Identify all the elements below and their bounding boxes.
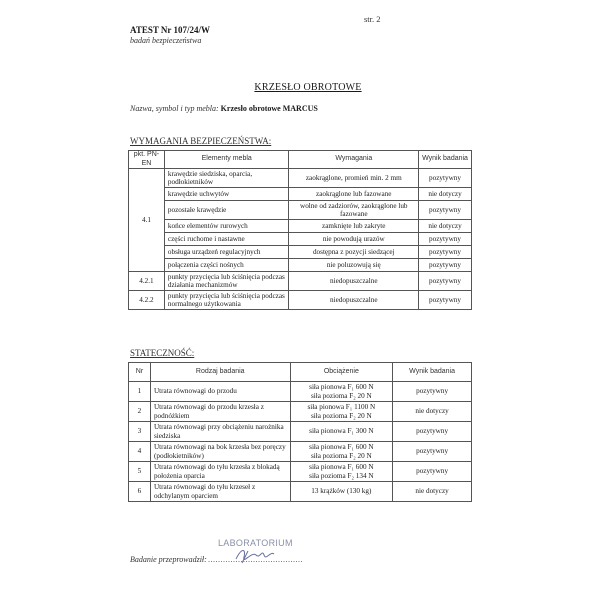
- load-cell: siła pionowa F₁ 600 N siła pozioma F₂ 20 N: [290, 382, 393, 402]
- nr-cell: 6: [129, 482, 151, 502]
- column-header: Wynik badania: [393, 363, 472, 382]
- table-row: [129, 201, 472, 220]
- table-row: [129, 291, 472, 310]
- table-row: [129, 462, 472, 482]
- load-cell: siła pionowa F₁ 1100 N siła pozioma F₂ 20 N: [290, 402, 393, 422]
- load-cell: siła pionowa F₁ 600 N siła pozioma F₂ 20 N: [290, 442, 393, 462]
- nr-cell: 5: [129, 462, 151, 482]
- signature-line: ......................................: [208, 555, 303, 564]
- test-cell: Utrata równowagi do tyłu krzesła z blokadą położenia oparcia: [150, 462, 290, 482]
- table-row: [129, 259, 472, 272]
- clause-cell: 4.2.2: [129, 291, 165, 310]
- nr-cell: 1: [129, 382, 151, 402]
- element-cell: połączenia części nośnych: [164, 259, 289, 272]
- signature-icon: [232, 545, 282, 567]
- table-row: [129, 422, 472, 442]
- requirement-cell: niedopuszczalne: [289, 291, 419, 310]
- certificate-subtitle: badań bezpieczeństwa: [130, 36, 202, 45]
- nr-cell: 3: [129, 422, 151, 442]
- result-cell: pozytywny: [393, 442, 472, 462]
- element-cell: krawędzie siedziska, oparcia, podłokietników: [164, 169, 289, 188]
- requirement-cell: zaokrąglone lub fazowane: [289, 188, 419, 201]
- page-number: str. 2: [364, 14, 381, 24]
- requirement-cell: zaokrąglone, promień min. 2 mm: [289, 169, 419, 188]
- element-cell: końce elementów rurowych: [164, 220, 289, 233]
- requirement-cell: niedopuszczalne: [289, 272, 419, 291]
- column-header: Rodzaj badania: [150, 363, 290, 382]
- laboratory-stamp: LABORATORIUM: [218, 538, 293, 548]
- result-cell: pozytywny: [419, 246, 472, 259]
- column-header: Elementy mebla: [164, 151, 289, 169]
- column-header: Nr: [129, 363, 151, 382]
- test-cell: Utrata równowagi do przodu krzesła z podnóżkiem: [150, 402, 290, 422]
- table-row: [129, 220, 472, 233]
- element-cell: części ruchome i nastawne: [164, 233, 289, 246]
- table-header-row: [129, 363, 472, 382]
- result-cell: pozytywny: [393, 462, 472, 482]
- table-row: [129, 482, 472, 502]
- requirement-cell: nie powodują urazów: [289, 233, 419, 246]
- column-header: Obciążenie: [290, 363, 393, 382]
- column-header: pkt. PN-EN: [129, 151, 165, 169]
- result-cell: pozytywny: [419, 272, 472, 291]
- result-cell: pozytywny: [419, 169, 472, 188]
- nr-cell: 2: [129, 402, 151, 422]
- clause-cell: 4.1: [129, 169, 165, 272]
- stability-heading: STATECZNOŚĆ:: [130, 348, 195, 358]
- result-cell: nie dotyczy: [393, 402, 472, 422]
- load-cell: 13 krążków (130 kg): [290, 482, 393, 502]
- column-header: Wymagania: [289, 151, 419, 169]
- result-cell: pozytywny: [419, 233, 472, 246]
- element-cell: pozostałe krawędzie: [164, 201, 289, 220]
- table-row: [129, 442, 472, 462]
- test-cell: Utrata równowagi do tyłu krzeseł z odchylanym oparciem: [150, 482, 290, 502]
- table-header-row: [129, 151, 472, 169]
- test-cell: Utrata równowagi na bok krzesła bez poręczy (podłokietników): [150, 442, 290, 462]
- load-cell: siła pionowa F₁ 300 N: [290, 422, 393, 442]
- test-cell: Utrata równowagi do przodu: [150, 382, 290, 402]
- requirement-cell: nie poluzowują się: [289, 259, 419, 272]
- test-cell: Utrata równowagi przy obciążeniu narożnika siedziska: [150, 422, 290, 442]
- table-row: [129, 233, 472, 246]
- safety-heading: WYMAGANIA BEZPIECZEŃSTWA:: [130, 136, 272, 146]
- requirement-cell: dostępna z pozycji siedzącej: [289, 246, 419, 259]
- table-row: [129, 272, 472, 291]
- load-cell: siła pionowa F₁ 600 N siła pozioma F₂ 134 N: [290, 462, 393, 482]
- table-row: [129, 402, 472, 422]
- column-header: Wynik badania: [419, 151, 472, 169]
- requirement-cell: zamknięte lub zakryte: [289, 220, 419, 233]
- conducted-by-label: Badanie przeprowadził:: [130, 555, 207, 564]
- table-row: [129, 188, 472, 201]
- element-cell: punkty przycięcia lub ściśnięcia podczas działania mechanizmów: [164, 272, 289, 291]
- element-cell: krawędzie uchwytów: [164, 188, 289, 201]
- result-cell: pozytywny: [419, 291, 472, 310]
- clause-cell: 4.2.1: [129, 272, 165, 291]
- result-cell: nie dotyczy: [419, 188, 472, 201]
- document-title: KRZESŁO OBROTOWE: [254, 82, 362, 93]
- certificate-number: ATEST Nr 107/24/W: [130, 25, 211, 35]
- result-cell: pozytywny: [393, 382, 472, 402]
- result-cell: pozytywny: [419, 259, 472, 272]
- result-cell: nie dotyczy: [393, 482, 472, 502]
- furniture-name: [130, 104, 318, 113]
- result-cell: pozytywny: [419, 201, 472, 220]
- element-cell: punkty przycięcia lub ściśnięcia podczas normalnego użytkowania: [164, 291, 289, 310]
- table-row: [129, 382, 472, 402]
- element-cell: obsługa urządzeń regulacyjnych: [164, 246, 289, 259]
- furniture-label: Nazwa, symbol i typ mebla:: [130, 104, 219, 113]
- furniture-value: Krzesło obrotowe MARCUS: [220, 104, 318, 113]
- requirement-cell: wolne od zadziorów, zaokrąglone lub fazowane: [289, 201, 419, 220]
- stability-table: [128, 362, 472, 502]
- result-cell: pozytywny: [393, 422, 472, 442]
- nr-cell: 4: [129, 442, 151, 462]
- safety-requirements-table: [128, 150, 472, 310]
- table-row: [129, 246, 472, 259]
- result-cell: nie dotyczy: [419, 220, 472, 233]
- table-row: [129, 169, 472, 188]
